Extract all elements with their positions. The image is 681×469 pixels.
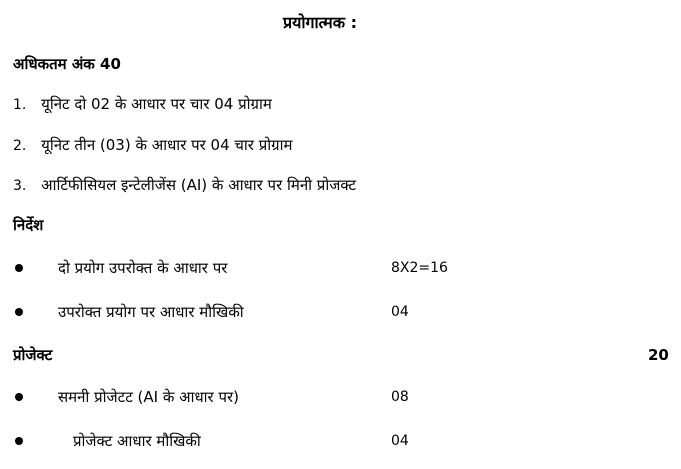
bullet-icon: [15, 308, 23, 316]
instructions-heading: निर्देश: [13, 216, 44, 234]
instruction-text: दो प्रयोग उपरोक्त के आधार पर: [58, 259, 228, 277]
project-total-marks: 20: [648, 346, 669, 364]
list-item-text: यूनिट दो 02 के आधार पर चार 04 प्रोग्राम: [41, 95, 272, 113]
bullet-icon: [15, 437, 23, 445]
bullet-icon: [15, 393, 23, 401]
page-title: प्रयोगात्मक :: [283, 13, 358, 32]
instruction-marks: 8X2=16: [391, 260, 448, 276]
project-item-text: समनी प्रोजेटट (AI के आधार पर): [58, 388, 239, 406]
instruction-marks: 04: [391, 304, 409, 320]
list-item-text: आर्टिफीसियल इन्टेलीजेंस (AI) के आधार पर मिनी प्रोजक्ट: [41, 176, 357, 194]
instruction-text: उपरोक्त प्रयोग पर आधार मौखिकी: [58, 303, 244, 321]
project-item-marks: 04: [391, 433, 409, 449]
project-item-marks: 08: [391, 389, 409, 405]
list-item-number: 1.: [13, 97, 27, 113]
bullet-icon: [15, 264, 23, 272]
list-item-number: 2.: [13, 138, 27, 154]
project-item-text: प्रोजेक्ट आधार मौखिकी: [73, 432, 201, 450]
list-item: [13, 175, 356, 195]
list-item-number: 3.: [13, 178, 27, 194]
list-item: [13, 94, 272, 114]
list-item-text: यूनिट तीन (03) के आधार पर 04 चार प्रोग्राम: [41, 136, 293, 154]
max-marks-heading: अधिकतम अंक 40: [13, 55, 121, 73]
project-heading: प्रोजेक्ट: [13, 346, 53, 364]
list-item: [13, 135, 292, 155]
